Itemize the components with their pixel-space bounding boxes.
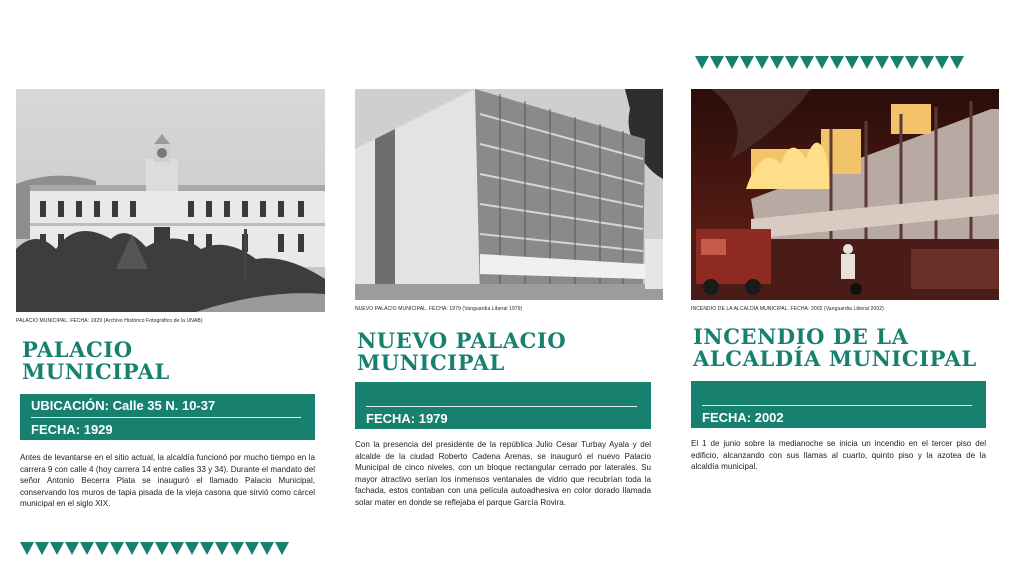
triangle-ornament [875, 56, 889, 69]
info-box [20, 394, 315, 440]
triangle-ornament [50, 542, 64, 555]
historic-palace-photo [16, 89, 325, 312]
info-box [355, 382, 651, 429]
title-line: INCENDIO DE LA [693, 324, 909, 349]
photo-caption: INCENDIO DE LA ALCALDÍA MUNICIPAL. FECHA: 2002 (Vanguardia Liberal 2002) [691, 306, 884, 312]
title-line: PALACIO [22, 337, 133, 362]
triangle-ornament [800, 56, 814, 69]
triangle-ornament [95, 542, 109, 555]
triangle-ornament [695, 56, 709, 69]
date-label: FECHA: 1929 [31, 422, 113, 437]
panel-title [693, 326, 977, 370]
date-label: FECHA: 1979 [366, 411, 448, 426]
triangle-ornament [860, 56, 874, 69]
triangle-ornament [215, 542, 229, 555]
title-line: NUEVO PALACIO [357, 328, 567, 353]
triangle-ornament [935, 56, 949, 69]
triangle-ornament [725, 56, 739, 69]
location-label: UBICACIÓN: Calle 35 N. 10-37 [31, 398, 216, 413]
title-line: MUNICIPAL [357, 350, 505, 375]
triangle-ornament [185, 542, 199, 555]
info-box [691, 381, 986, 428]
triangle-ornament [35, 542, 49, 555]
triangle-ornament [710, 56, 724, 69]
panel-description: El 1 de junio sobre la medianoche se inicia un incendio en el tercer piso del edificio, alcanzando con sus llamas al cuarto, quinto piso y la azotea de la alcaldía municipal. [691, 439, 986, 472]
info-divider [702, 405, 972, 406]
triangle-ornament [245, 542, 259, 555]
panel-title [22, 339, 170, 383]
triangle-ornament [920, 56, 934, 69]
triangle-ornament [200, 542, 214, 555]
triangle-ornament [740, 56, 754, 69]
photo-caption: NUEVO PALACIO MUNICIPAL. FECHA: 1979 (Vanguardia Liberal 1979) [355, 306, 523, 312]
title-line: MUNICIPAL [22, 359, 170, 384]
panel-title [357, 330, 566, 374]
triangle-ornament [845, 56, 859, 69]
date-label: FECHA: 2002 [702, 410, 784, 425]
triangle-ornament [230, 542, 244, 555]
modern-building-photo [355, 89, 663, 300]
triangle-ornament [755, 56, 769, 69]
top-triangle-border [695, 56, 965, 70]
triangle-ornament [770, 56, 784, 69]
building-fire-photo [691, 89, 999, 300]
triangle-ornament [815, 56, 829, 69]
triangle-ornament [170, 542, 184, 555]
bottom-triangle-border [20, 542, 290, 556]
panel-description: Con la presencia del presidente de la república Julio Cesar Turbay Ayala y del alcalde de la ciudad Roberto Cadena Arenas, se inauguró el nuevo Palacio Municipal de cinco niveles, con un bloque rectangular cerrado por laterales. Su mayor atractivo serían los inmensos ventanales de vidrio que recubrían toda la fachada, estos contaban con una película autoadhesiva en color dorado llamada solar mater en donde se reflejaba el parque García Rovira. [355, 440, 651, 507]
triangle-ornament [830, 56, 844, 69]
triangle-ornament [260, 542, 274, 555]
triangle-ornament [905, 56, 919, 69]
triangle-ornament [65, 542, 79, 555]
info-divider [366, 406, 637, 407]
triangle-ornament [80, 542, 94, 555]
triangle-ornament [110, 542, 124, 555]
triangle-ornament [275, 542, 289, 555]
triangle-ornament [20, 542, 34, 555]
triangle-ornament [140, 542, 154, 555]
triangle-ornament [950, 56, 964, 69]
panel-description: Antes de levantarse en el sitio actual, la alcaldía funcionó por mucho tiempo en la carrera 9 con calle 4 (hoy carrera 14 entre calles 33 y 34). Durante el mandato del señor Antonio Becerra Plata se inauguró el llamado Palacio Municipal, conservando los muros de tapia pisada de la vieja casona que sirvió como cárcel municipal en el siglo XIX. [20, 453, 315, 509]
triangle-ornament [155, 542, 169, 555]
triangle-ornament [125, 542, 139, 555]
photo-caption: PALACIO MUNICIPAL. FECHA: 1929 (Archivo Histórico Fotográfico de la UNAB) [16, 318, 203, 324]
triangle-ornament [785, 56, 799, 69]
triangle-ornament [890, 56, 904, 69]
title-line: ALCALDÍA MUNICIPAL [693, 346, 977, 371]
info-divider [31, 417, 301, 418]
